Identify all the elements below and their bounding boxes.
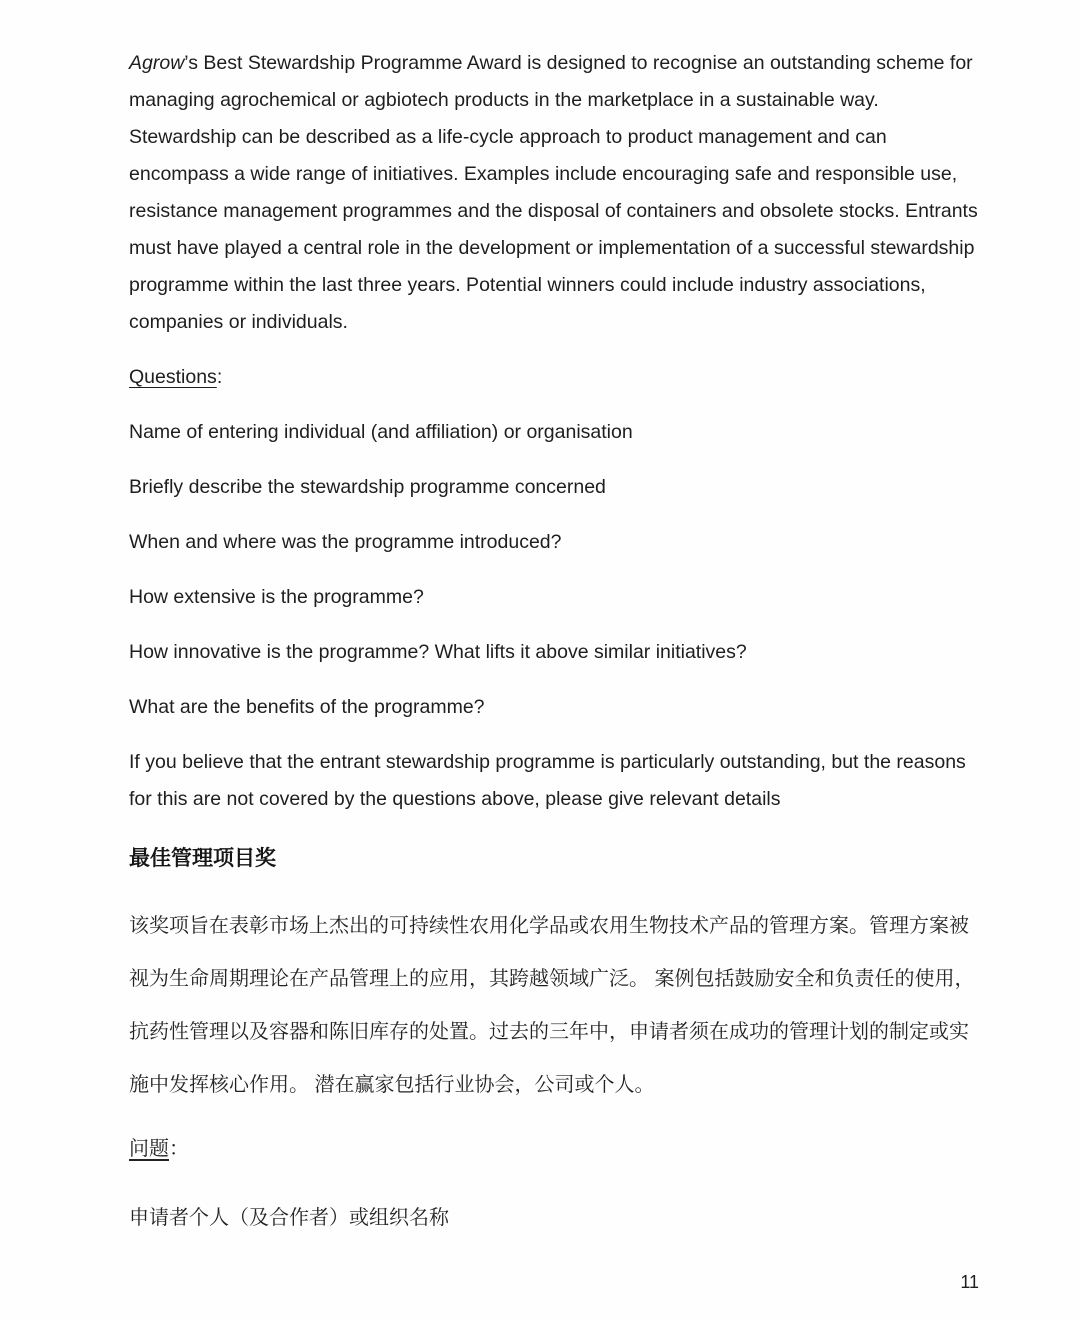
chinese-intro-paragraph: 该奖项旨在表彰市场上杰出的可持续性农用化学品或农用生物技术产品的管理方案。管理方案被视为生命周期理论在产品管理上的应用，其跨越领域广泛。 案例包括鼓励安全和负责任的使用，抗药性管理以及容器和陈旧库存的处置。过去的三年中，申请者须在成功的管理计划的制定或实施中发挥核心作用。 潜在赢家包括行业协会，公司或个人。	[129, 915, 975, 1096]
question-item-when-where: When and where was the programme introduced?	[129, 531, 562, 553]
publication-name: Agrow	[129, 52, 185, 74]
questions-heading-label: Questions	[129, 366, 217, 388]
question-item-benefits: What are the benefits of the programme?	[129, 696, 485, 718]
chinese-questions-heading-colon: ：	[169, 1138, 189, 1160]
question-item-innovative: How innovative is the programme? What lifts it above similar initiatives?	[129, 641, 747, 663]
question-item-name: Name of entering individual (and affiliation) or organisation	[129, 421, 633, 443]
questions-heading-colon: :	[216, 366, 223, 388]
questions-heading	[129, 359, 985, 396]
page-number: 11	[960, 1272, 979, 1292]
chinese-award-heading: 最佳管理项目奖	[129, 847, 276, 870]
question-item-describe: Briefly describe the stewardship programme concerned	[129, 476, 606, 498]
question-item-other-details: If you believe that the entrant stewardship programme is particularly outstanding, but the reasons for this are not covered by the questions above, please give relevant details	[129, 751, 966, 810]
chinese-question-item-name: 申请者个人（及合作者）或组织名称	[129, 1207, 449, 1229]
intro-paragraph-text: ’s Best Stewardship Programme Award is designed to recognise an outstanding scheme for managing agrochemical or agbiotech products in the marketplace in a sustainable way. Stewardship can be described as a life-cycle approach to product management and can encompass a wide range of initiatives. Examples include encouraging safe and responsible use, resistance management programmes and the disposal of containers and obsolete stocks. Entrants must have played a central role in the development or implementation of a successful stewardship programme within the last three years. Potential winners could include industry associations, companies or individuals.	[129, 52, 978, 333]
chinese-questions-heading-label: 问题	[129, 1138, 169, 1160]
question-item-extensive: How extensive is the programme?	[129, 586, 424, 608]
intro-paragraph	[129, 45, 985, 341]
chinese-questions-heading	[129, 1123, 985, 1176]
